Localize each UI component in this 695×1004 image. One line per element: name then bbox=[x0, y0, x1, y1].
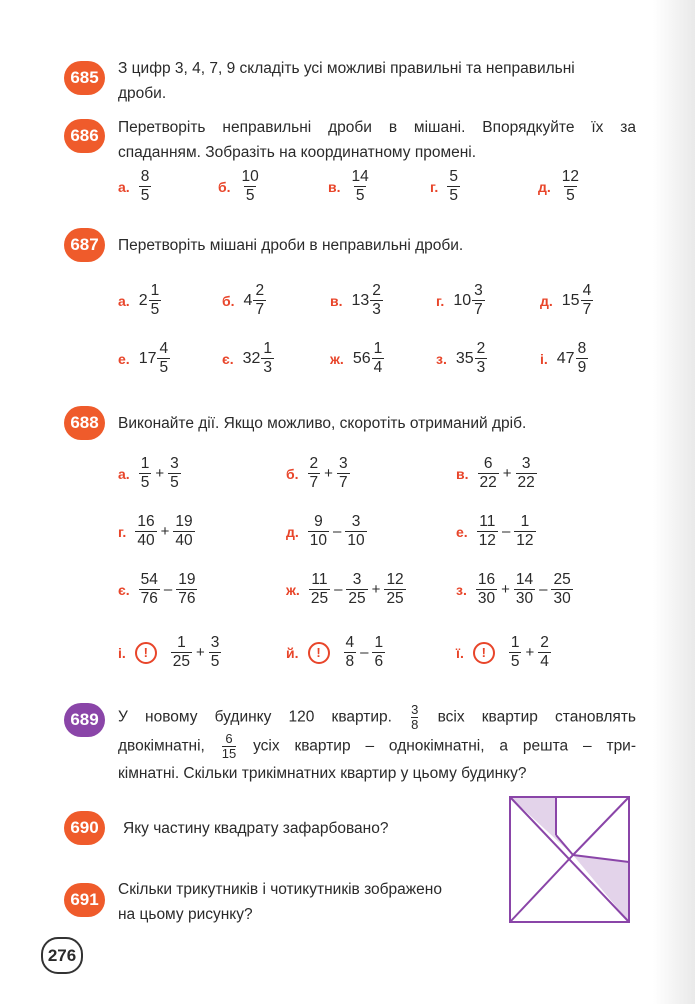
fraction-numerator: 2 bbox=[372, 282, 381, 299]
inner-line-3 bbox=[510, 855, 573, 922]
fraction bbox=[157, 340, 170, 377]
fraction bbox=[514, 571, 535, 608]
mixed-fraction-item bbox=[540, 340, 588, 377]
fraction-numerator: 3 bbox=[411, 702, 419, 717]
fraction-numerator: 3 bbox=[351, 513, 361, 530]
task-688-number: 688 bbox=[70, 413, 99, 432]
item-label: е. bbox=[456, 523, 468, 540]
task-685-badge bbox=[64, 61, 105, 95]
task-689-number: 689 bbox=[70, 710, 99, 729]
fraction-numerator: 19 bbox=[178, 571, 196, 588]
fraction bbox=[309, 571, 330, 608]
task-686-line-2: спаданням. Зобразіть на координатному промені. bbox=[118, 144, 477, 161]
fraction bbox=[475, 340, 488, 377]
operator: + bbox=[160, 523, 170, 540]
task-689-line-2a: двокімнатні, bbox=[118, 737, 205, 755]
fraction-denominator: 4 bbox=[540, 653, 549, 670]
fraction-numerator: 2 bbox=[540, 634, 549, 651]
fraction-numerator: 1 bbox=[140, 455, 150, 472]
item-label: з. bbox=[436, 350, 447, 367]
fraction-numerator: 12 bbox=[561, 168, 580, 185]
mixed-fraction-item bbox=[222, 282, 266, 319]
fraction-numerator: 2 bbox=[255, 282, 265, 299]
task-691-number: 691 bbox=[70, 890, 99, 909]
fraction bbox=[514, 513, 535, 550]
item-label: г. bbox=[436, 292, 445, 309]
fraction-denominator: 5 bbox=[510, 653, 520, 670]
mixed-fraction-item bbox=[540, 282, 593, 319]
expression-item bbox=[456, 455, 537, 492]
expression-item bbox=[118, 513, 195, 550]
task-691-badge bbox=[64, 883, 105, 917]
fraction-numerator: 11 bbox=[479, 513, 496, 530]
fraction bbox=[509, 634, 522, 671]
fraction bbox=[372, 340, 385, 377]
fraction bbox=[337, 455, 350, 492]
task-686-text bbox=[118, 115, 636, 165]
warning-icon: ! bbox=[308, 642, 330, 664]
item-label: б. bbox=[222, 292, 235, 309]
fraction-numerator: 11 bbox=[311, 571, 328, 588]
fraction-denominator: 5 bbox=[449, 187, 458, 204]
expression-item bbox=[456, 513, 536, 550]
whole-part: 32 bbox=[242, 349, 261, 367]
fraction-numerator: 3 bbox=[352, 571, 362, 588]
task-685-line-2: дроби. bbox=[118, 85, 167, 102]
fraction-numerator: 4 bbox=[345, 634, 355, 651]
task-685-line-1: З цифр 3, 4, 7, 9 складіть усі можливі правильні та неправильні bbox=[118, 60, 575, 77]
fraction-numerator: 19 bbox=[175, 513, 193, 530]
whole-part: 17 bbox=[138, 349, 157, 367]
whole-part: 47 bbox=[556, 349, 575, 367]
task-685-text bbox=[118, 56, 636, 106]
fraction-numerator: 14 bbox=[515, 571, 534, 588]
task-690-number: 690 bbox=[70, 818, 99, 837]
item-label: а. bbox=[118, 465, 130, 482]
fraction bbox=[176, 571, 197, 608]
fraction bbox=[168, 455, 181, 492]
fraction bbox=[538, 634, 551, 671]
item-label: ж. bbox=[286, 581, 300, 598]
item-label: в. bbox=[456, 465, 469, 482]
fraction bbox=[139, 455, 152, 492]
task-689-fraction-2 bbox=[222, 732, 236, 761]
fraction bbox=[308, 455, 321, 492]
fraction-denominator: 3 bbox=[372, 301, 381, 318]
fraction-denominator: 25 bbox=[172, 653, 191, 670]
fraction-denominator: 15 bbox=[221, 746, 237, 761]
expression-item bbox=[118, 455, 181, 492]
fraction-numerator: 3 bbox=[170, 455, 179, 472]
mixed-fraction-item bbox=[436, 282, 485, 319]
task-689-line-3: кімнатні. Скільки трикімнатних квартир у цьому будинку? bbox=[118, 765, 527, 782]
fraction-numerator: 25 bbox=[553, 571, 571, 588]
operator: + bbox=[155, 465, 165, 482]
fraction-denominator: 7 bbox=[338, 474, 348, 491]
task-689-text bbox=[118, 703, 636, 787]
fraction-denominator: 7 bbox=[582, 301, 592, 318]
warning-icon: ! bbox=[135, 642, 157, 664]
task-691-text bbox=[118, 877, 498, 927]
fraction-numerator: 1 bbox=[177, 634, 186, 651]
task-689-line-2b: усіх квартир – однокімнатні, а решта – три- bbox=[253, 737, 637, 755]
fraction-numerator: 1 bbox=[263, 340, 273, 357]
fraction-denominator: 30 bbox=[553, 590, 571, 607]
item-label: г. bbox=[118, 523, 127, 540]
mixed-fraction-item bbox=[330, 282, 383, 319]
fraction-item bbox=[538, 168, 581, 205]
whole-part: 4 bbox=[243, 291, 253, 309]
fraction-numerator: 4 bbox=[582, 282, 592, 299]
operator: + bbox=[371, 581, 381, 598]
fraction-denominator: 5 bbox=[355, 187, 365, 204]
fraction-numerator: 2 bbox=[309, 455, 319, 472]
fraction bbox=[139, 571, 160, 608]
item-label: ї. bbox=[456, 644, 464, 661]
fraction-numerator: 5 bbox=[449, 168, 458, 185]
expression-item bbox=[456, 634, 551, 671]
task-689-badge bbox=[64, 703, 105, 737]
item-label: і. bbox=[118, 644, 126, 661]
whole-part: 35 bbox=[455, 349, 474, 367]
fraction bbox=[253, 282, 266, 319]
expression-item bbox=[118, 634, 221, 671]
fraction-numerator: 16 bbox=[477, 571, 496, 588]
mixed-fraction-item bbox=[222, 340, 274, 377]
fraction bbox=[173, 513, 194, 550]
item-label: є. bbox=[222, 350, 234, 367]
operator: – bbox=[333, 523, 342, 540]
task-688-text bbox=[118, 411, 636, 436]
task-691-line-2: на цьому рисунку? bbox=[118, 906, 253, 923]
item-label: в. bbox=[330, 292, 343, 309]
fraction-item bbox=[218, 168, 261, 205]
task-689-line-1b: всіх квартир становлять bbox=[437, 708, 637, 726]
expression-item bbox=[286, 513, 367, 550]
fraction-denominator: 25 bbox=[310, 590, 329, 607]
fraction-denominator: 12 bbox=[516, 532, 534, 549]
item-label: ж. bbox=[330, 350, 344, 367]
fraction-denominator: 10 bbox=[347, 532, 365, 549]
fraction-numerator: 9 bbox=[314, 513, 323, 530]
operator: + bbox=[525, 644, 535, 661]
fraction bbox=[516, 455, 537, 492]
fraction-denominator: 3 bbox=[476, 359, 486, 376]
operator: + bbox=[501, 581, 510, 598]
fraction-denominator: 8 bbox=[411, 717, 419, 732]
fraction-denominator: 5 bbox=[159, 359, 169, 376]
fraction-numerator: 16 bbox=[137, 513, 155, 530]
fraction bbox=[149, 282, 162, 319]
operator: – bbox=[334, 581, 343, 598]
fraction-numerator: 3 bbox=[338, 455, 348, 472]
item-label: б. bbox=[218, 178, 231, 195]
fraction bbox=[344, 634, 357, 671]
fraction-denominator: 8 bbox=[345, 653, 355, 670]
fraction-denominator: 22 bbox=[479, 474, 497, 491]
fraction bbox=[472, 282, 485, 319]
fraction-denominator: 76 bbox=[178, 590, 196, 607]
fraction-numerator: 14 bbox=[351, 168, 369, 185]
fraction-denominator: 10 bbox=[309, 532, 328, 549]
task-687-number: 687 bbox=[70, 235, 99, 254]
task-691-line-1: Скільки трикутників і чотикутників зображено bbox=[118, 881, 442, 898]
page-number-text: 276 bbox=[47, 945, 77, 965]
fraction bbox=[209, 634, 222, 671]
page-edge-shadow bbox=[653, 0, 695, 1004]
fraction-numerator: 10 bbox=[241, 168, 259, 185]
fraction bbox=[308, 513, 329, 550]
fraction-numerator: 3 bbox=[521, 455, 531, 472]
inner-line-4 bbox=[573, 797, 629, 855]
whole-part: 10 bbox=[453, 291, 472, 309]
fraction-denominator: 5 bbox=[566, 187, 575, 204]
item-label: д. bbox=[538, 178, 551, 195]
fraction-numerator: 8 bbox=[140, 168, 150, 185]
fraction-numerator: 54 bbox=[140, 571, 158, 588]
task-688-line: Виконайте дії. Якщо можливо, скоротіть отриманий дріб. bbox=[118, 415, 527, 432]
fraction-denominator: 76 bbox=[140, 590, 158, 607]
task-689-line-1a: У новому будинку 120 квартир. bbox=[118, 708, 392, 726]
item-label: д. bbox=[540, 292, 553, 309]
task-690-text bbox=[123, 816, 493, 841]
fraction-denominator: 40 bbox=[175, 532, 193, 549]
item-label: д. bbox=[286, 523, 299, 540]
fraction bbox=[560, 168, 581, 205]
fraction-item bbox=[118, 168, 151, 205]
whole-part: 56 bbox=[352, 349, 371, 367]
fraction bbox=[240, 168, 261, 205]
fraction bbox=[350, 168, 371, 205]
fraction-denominator: 7 bbox=[255, 301, 265, 318]
fraction-numerator: 1 bbox=[373, 340, 383, 357]
fraction bbox=[345, 513, 366, 550]
fraction-denominator: 9 bbox=[577, 359, 587, 376]
mixed-fraction-item bbox=[118, 340, 170, 377]
fraction-numerator: 8 bbox=[577, 340, 587, 357]
fraction-denominator: 30 bbox=[515, 590, 534, 607]
operator: + bbox=[324, 465, 333, 482]
fraction-denominator: 5 bbox=[150, 301, 160, 318]
fraction-numerator: 6 bbox=[483, 455, 493, 472]
item-label: є. bbox=[118, 581, 130, 598]
fraction bbox=[581, 282, 594, 319]
operator: + bbox=[502, 465, 512, 482]
fraction bbox=[372, 634, 385, 671]
fraction-numerator: 1 bbox=[520, 513, 530, 530]
fraction-denominator: 3 bbox=[263, 359, 273, 376]
fraction-numerator: 1 bbox=[374, 634, 384, 651]
fraction-numerator: 12 bbox=[386, 571, 404, 588]
task-687-text bbox=[118, 233, 636, 258]
fraction-numerator: 3 bbox=[210, 634, 220, 651]
task-687-badge bbox=[64, 228, 105, 262]
fraction-denominator: 40 bbox=[137, 532, 155, 549]
item-label: а. bbox=[118, 292, 130, 309]
fraction bbox=[384, 571, 405, 608]
fraction-denominator: 7 bbox=[474, 301, 483, 318]
mixed-fraction-item bbox=[330, 340, 384, 377]
fraction-denominator: 30 bbox=[477, 590, 496, 607]
fraction bbox=[478, 455, 499, 492]
task-686-badge bbox=[64, 119, 105, 153]
fraction-item bbox=[430, 168, 460, 205]
warning-icon: ! bbox=[473, 642, 495, 664]
fraction-denominator: 5 bbox=[245, 187, 255, 204]
fraction bbox=[261, 340, 274, 377]
fraction-denominator: 25 bbox=[386, 590, 404, 607]
operator: – bbox=[501, 523, 511, 540]
fraction-denominator: 12 bbox=[478, 532, 496, 549]
fraction-denominator: 5 bbox=[140, 474, 150, 491]
fraction bbox=[370, 282, 383, 319]
fraction-numerator: 1 bbox=[150, 282, 160, 299]
fraction-denominator: 5 bbox=[210, 653, 220, 670]
task-686-number: 686 bbox=[70, 126, 99, 145]
expression-item bbox=[286, 571, 406, 608]
page-number bbox=[41, 937, 83, 974]
task-686-line-1: Перетворіть неправильні дроби в мішані. Впорядкуйте їх за bbox=[118, 119, 636, 136]
fraction-denominator: 22 bbox=[517, 474, 535, 491]
square-figure bbox=[508, 795, 632, 925]
expression-item bbox=[286, 455, 350, 492]
fraction bbox=[576, 340, 589, 377]
item-label: г. bbox=[430, 178, 439, 195]
task-687-line: Перетворіть мішані дроби в неправильні дроби. bbox=[118, 237, 464, 254]
expression-item bbox=[118, 571, 197, 608]
fraction-numerator: 6 bbox=[225, 731, 233, 746]
whole-part: 15 bbox=[561, 291, 580, 309]
fraction bbox=[135, 513, 156, 550]
fraction bbox=[139, 168, 152, 205]
task-689-fraction-1 bbox=[411, 703, 418, 732]
expression-item bbox=[286, 634, 385, 671]
fraction bbox=[171, 634, 192, 671]
item-label: і. bbox=[540, 350, 548, 367]
operator: – bbox=[539, 581, 548, 598]
item-label: в. bbox=[328, 178, 341, 195]
expression-item bbox=[456, 571, 573, 608]
fraction-denominator: 6 bbox=[374, 653, 384, 670]
task-690-badge bbox=[64, 811, 105, 845]
operator: – bbox=[163, 581, 173, 598]
task-690-line: Яку частину квадрату зафарбовано? bbox=[123, 820, 389, 837]
item-label: а. bbox=[118, 178, 130, 195]
fraction-denominator: 7 bbox=[309, 474, 319, 491]
fraction bbox=[551, 571, 572, 608]
task-688-badge bbox=[64, 406, 105, 440]
item-label: й. bbox=[286, 644, 299, 661]
fraction bbox=[447, 168, 460, 205]
fraction-denominator: 5 bbox=[170, 474, 179, 491]
mixed-fraction-item bbox=[118, 282, 161, 319]
whole-part: 13 bbox=[351, 291, 370, 309]
fraction-denominator: 4 bbox=[373, 359, 383, 376]
inner-line-2 bbox=[556, 835, 573, 855]
fraction-numerator: 2 bbox=[476, 340, 486, 357]
fraction bbox=[476, 571, 497, 608]
fraction-numerator: 4 bbox=[159, 340, 169, 357]
fraction-numerator: 3 bbox=[474, 282, 483, 299]
task-685-number: 685 bbox=[70, 68, 99, 87]
fraction-item bbox=[328, 168, 371, 205]
item-label: е. bbox=[118, 350, 130, 367]
fraction-denominator: 5 bbox=[140, 187, 150, 204]
item-label: б. bbox=[286, 465, 299, 482]
operator: + bbox=[196, 644, 205, 661]
fraction-denominator: 25 bbox=[348, 590, 366, 607]
whole-part: 2 bbox=[138, 291, 148, 309]
mixed-fraction-item bbox=[436, 340, 487, 377]
fraction-numerator: 1 bbox=[510, 634, 520, 651]
item-label: з. bbox=[456, 581, 467, 598]
operator: – bbox=[360, 644, 369, 661]
fraction bbox=[477, 513, 498, 550]
fraction bbox=[346, 571, 367, 608]
